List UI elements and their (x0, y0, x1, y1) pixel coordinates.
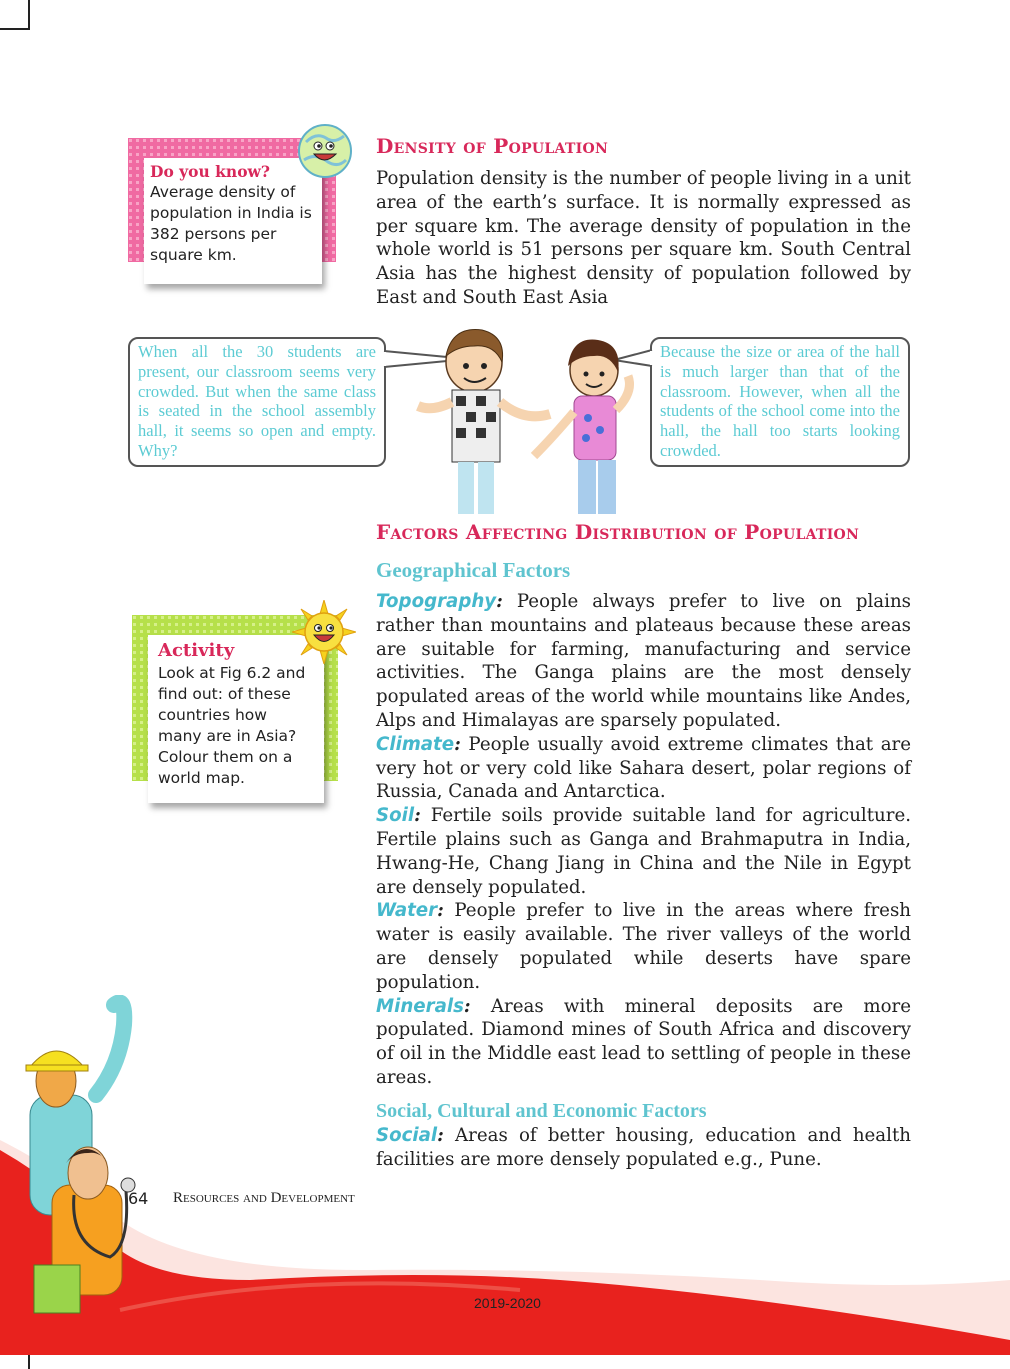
page-number: 64 (128, 1189, 149, 1208)
do-you-know-text: Average density of population in India is 382 persons per square km. (150, 183, 312, 264)
geographical-factors-title: Geographical Factors (376, 558, 571, 582)
speech-bubble-right: Because the size or area of the hall is much larger than that of the classroom. However, when all the students of the school come into the hall, the hall too starts looking crowded. (650, 337, 910, 467)
climate-paragraph: Climate: People usually avoid extreme climates that are very hot or very cold like Sahara desert, polar regions of Russia, Canada and Antarctica. (376, 733, 911, 803)
activity-heading: Activity (158, 640, 235, 661)
worker-and-doctor-illustration (0, 995, 170, 1325)
social-text: Areas of better housing, education and health facilities are more densely populated e.g., Pune. (376, 1125, 911, 1170)
smiley-globe-icon (296, 122, 354, 180)
social-paragraph: Social: Areas of better housing, education and health facilities are more densely populated e.g., Pune. (376, 1125, 911, 1170)
water-text: People prefer to live in the areas where fresh water is easily available. The river valleys of the world are densely populated while deserts have spare population. (376, 900, 911, 993)
activity-text: Look at Fig 6.2 and find out: of these countries how many are in Asia? Colour them on a world map. (158, 664, 306, 787)
soil-text: Fertile soils provide suitable land for agriculture. Fertile plains such as Ganga and Brahmaputra in India, Hwang-He, Chang Jiang in China and the Nile in Egypt are densely populated. (376, 805, 911, 898)
speech-bubble-left: When all the 30 students are present, our classroom seems very crowded. But when the same class is seated in the school assembly hall, it seems so open and empty. Why? (128, 337, 386, 467)
smiling-sun-icon (292, 600, 356, 664)
soil-paragraph: Soil: Fertile soils provide suitable land for agriculture. Fertile plains such as Ganga and Brahmaputra in India, Hwang-He, Chang Jiang in China and the Nile in Egypt are densely populated. (376, 805, 911, 898)
year-label: 2019-2020 (474, 1295, 541, 1311)
density-title: Density of Population (376, 134, 609, 158)
minerals-paragraph: Minerals: Areas with mineral deposits are more populated. Diamond mines of South Africa and discovery of oil in the Middle east lead to settling of people in these areas. (376, 995, 911, 1088)
soil-term: Soil (376, 805, 415, 827)
do-you-know-heading: Do you know? (150, 162, 270, 181)
density-paragraph: Population density is the number of people living in a unit area of the earth’s surface. It is normally expressed as per square km. The average density of population in the whole world is 51 persons per square km. South Central Asia has the highest density of population followed by East and South East Asia (376, 168, 911, 308)
topography-term: Topography (376, 591, 497, 612)
topography-paragraph: Topography: People always prefer to live on plains rather than mountains and plateaus because these areas are suitable for farming, manufacturing and service activities. The Ganga plains are the most densely populated areas of the world while mountains like Andes, Alps and Himalayas are sparsely populated. (376, 591, 911, 731)
social-term: Social (376, 1125, 438, 1146)
social-factors-title: Social, Cultural and Economic Factors (376, 1100, 707, 1122)
book-title: Resources and Development (173, 1190, 355, 1206)
water-term: Water (376, 900, 438, 922)
geographical-factors-body (376, 590, 911, 1090)
crop-mark-top-left (0, 0, 30, 30)
minerals-text: Areas with mineral deposits are more populated. Diamond mines of South Africa and discovery of oil in the Middle east lead to settling of people in these areas. (376, 995, 911, 1088)
minerals-term: Minerals (376, 995, 464, 1017)
factors-title: Factors Affecting Distribution of Population (376, 520, 860, 544)
climate-text: People usually avoid extreme climates that are very hot or very cold like Sahara desert, polar regions of Russia, Canada and Antarctica. (376, 733, 911, 803)
topography-text: People always prefer to live on plains rather than mountains and plateaus because these areas are suitable for farming, manufacturing and service activities. The Ganga plains are the most densely populated areas of the world while mountains like Andes, Alps and Himalayas are sparsely populated. (376, 591, 911, 731)
two-children-illustration (402, 322, 650, 514)
climate-term: Climate (376, 733, 455, 755)
water-paragraph: Water: People prefer to live in the areas where fresh water is easily available. The river valleys of the world are densely populated while deserts have spare population. (376, 900, 911, 993)
